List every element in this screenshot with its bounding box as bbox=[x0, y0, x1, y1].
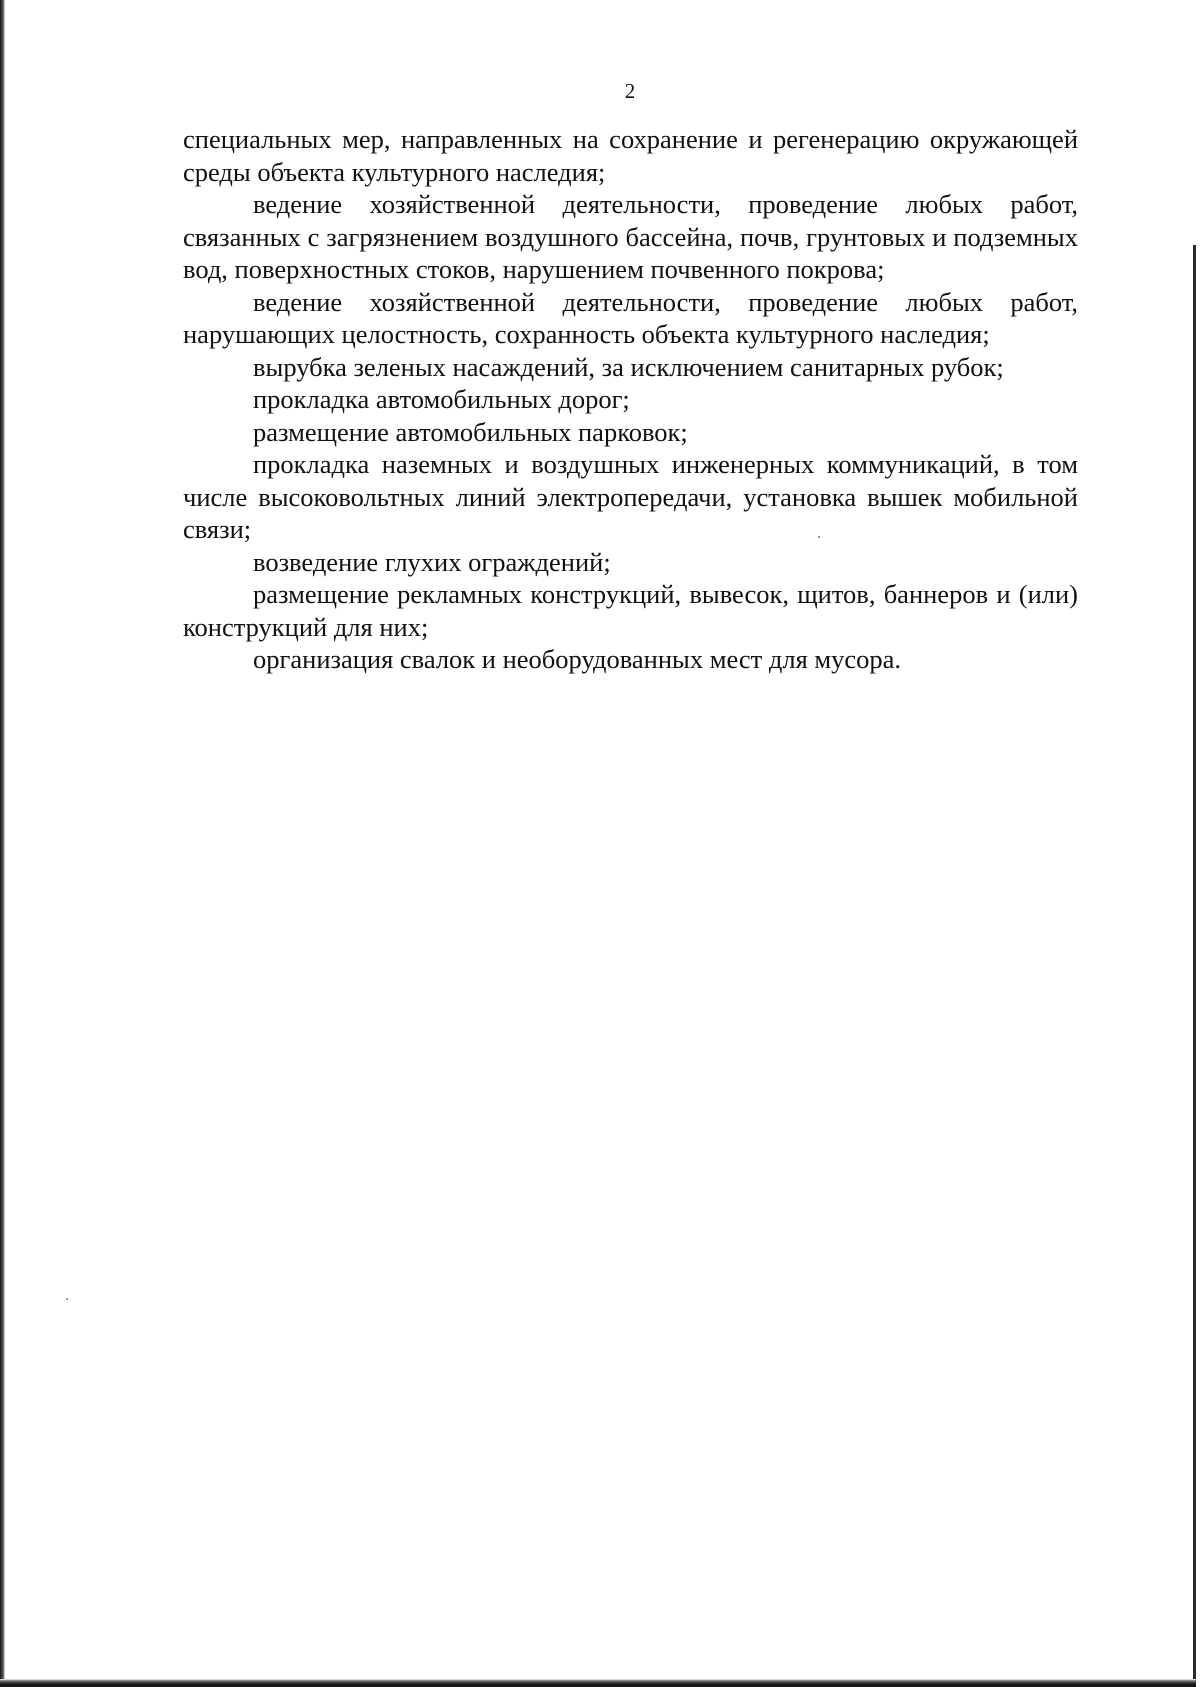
scan-speck bbox=[66, 1298, 68, 1300]
page-number: 2 bbox=[624, 79, 636, 103]
scan-bottom-edge bbox=[0, 1679, 1196, 1687]
paragraph-integrity-works: ведение хозяйственной деятельности, проведение любых работ, нарушающих целостность, сохранность объекта культурного наследия; bbox=[183, 286, 1078, 349]
paragraph-tree-felling: вырубка зеленых насаждений, за исключением санитарных рубок; bbox=[253, 351, 1004, 382]
document-body bbox=[183, 123, 1078, 676]
paragraph-road-laying: прокладка автомобильных дорог; bbox=[253, 384, 630, 414]
scan-right-edge bbox=[1193, 245, 1196, 1687]
paragraph-continuation: специальных мер, направленных на сохранение и регенерацию окружающей среды объекта культурного наследия; bbox=[183, 124, 1078, 187]
paragraph-parking: размещение автомобильных парковок; bbox=[253, 416, 688, 447]
paragraph-advertising: размещение рекламных конструкций, вывесок, щитов, баннеров и (или) конструкций для них; bbox=[183, 579, 1078, 642]
paragraph-utilities: прокладка наземных и воздушных инженерных коммуникаций, в том числе высоковольтных линий электропередачи, установка вышек мобильной связи; bbox=[183, 449, 1078, 544]
scan-left-edge bbox=[0, 0, 5, 1687]
paragraph-pollution-works: ведение хозяйственной деятельности, проведение любых работ, связанных с загрязнением воздушного бассейна, почв, грунтовых и подземных вод, поверхностных стоков, нарушением почвенного покрова; bbox=[183, 189, 1078, 284]
paragraph-dumps: организация свалок и необорудованных мест для мусора. bbox=[253, 644, 902, 674]
paragraph-fences: возведение глухих ограждений; bbox=[253, 546, 611, 577]
